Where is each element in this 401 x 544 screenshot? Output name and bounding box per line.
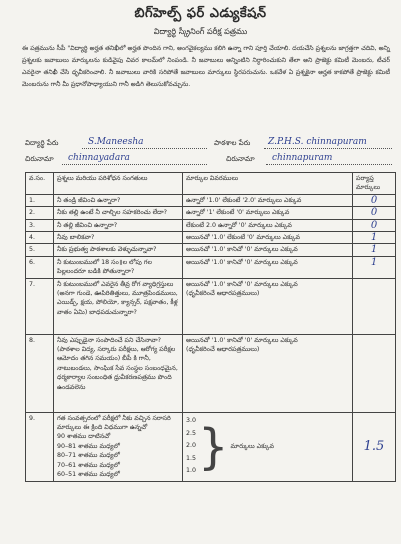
row-number: 4.	[26, 232, 54, 244]
row-mark: 0	[370, 219, 378, 231]
percent-band: 70–61 శాతము మధ్యలో	[57, 461, 120, 469]
row-marks-cell[interactable]	[353, 207, 396, 219]
school-name-value[interactable]: Z.P.H.S. chinnapuram	[268, 137, 367, 147]
row-mark: 0	[370, 194, 378, 206]
row-details: అయినచో '1.0' కానిచో '0' మార్కులు ఎక్కువ	[183, 244, 353, 256]
row-details: లేకుంటే 2.0 ఉన్నారో '0' మార్కులు ఎక్కువ	[183, 219, 353, 231]
row-details-line: అయినచో '1.0' కానిచో '0' మార్కులు ఎక్కువ	[186, 336, 298, 344]
row-question: నీవు బాలికవా?	[54, 232, 183, 244]
row-marks-cell[interactable]	[353, 219, 396, 231]
table-row	[26, 412, 396, 481]
row-details	[183, 412, 353, 481]
percent-band: 90–81 శాతము మధ్యలో	[57, 442, 120, 450]
row-details	[183, 334, 353, 412]
scale-value: 3.0	[186, 417, 197, 425]
form-subtitle: విద్యార్థి స్క్రీనింగ్ పరీక్ష పత్రము	[153, 27, 248, 36]
row-marks-cell[interactable]	[353, 334, 396, 412]
table-row	[26, 219, 396, 231]
header-question: ప్రశ్నలు మరియు పరిశోధన సంగతులు	[54, 173, 183, 195]
row-question-text: గత సంవత్సరంలో పరీక్షలో నీకు వచ్చిన సరాసరి మార్కులు ఈ క్రింది విధముగా ఉన్నచో	[57, 414, 171, 432]
percent-band: 80–71 శాతము మధ్యలో	[57, 452, 120, 460]
row-question: నీ తండ్రి జీవించి ఉన్నారా?	[54, 194, 183, 206]
row-details: ఉన్నారో '1.0' లేకుంటే '2.0' మార్కులు ఎక్కువ	[183, 194, 353, 206]
student-name-value[interactable]: S.Maneesha	[88, 137, 144, 147]
brace-symbol: }	[198, 418, 229, 475]
table-row	[26, 194, 396, 206]
student-name-label: విద్యార్థి పేరు	[25, 139, 59, 147]
address-label: చిరునామా	[25, 155, 54, 163]
table-header-row	[26, 173, 396, 195]
row-details-note: (ధృవీకరించే ఆధారపత్రములు)	[186, 346, 260, 354]
header-details: మార్కుల వివరములు	[183, 173, 353, 195]
row-number: 9.	[26, 412, 54, 481]
row-marks-cell[interactable]	[353, 412, 396, 481]
table-row	[26, 256, 396, 278]
percent-band: 90 శాతము దాటినచో	[57, 433, 111, 441]
row-marks-cell[interactable]	[353, 194, 396, 206]
row-question: నీ కుటుంబములో 18 సం॥ల లోపు గల పిల్లలందరూ బడికి పోతున్నారా?	[54, 256, 183, 278]
row-number: 2.	[26, 207, 54, 219]
address-value[interactable]: chinnayadara	[68, 153, 130, 163]
percent-band: 60–51 శాతము మధ్యలో	[57, 471, 120, 479]
row-marks-cell[interactable]	[353, 244, 396, 256]
school-address-underline	[266, 164, 392, 165]
marks-scale	[186, 415, 349, 478]
table-row	[26, 207, 396, 219]
scale-value: 1.0	[186, 467, 197, 475]
school-name-underline	[264, 148, 392, 149]
table-row	[26, 244, 396, 256]
row-question: నీ కుటుంబములో ఎవరైన తీవ్ర రోగ వ్యాధిగ్రస్తులు (అనగా గుండె, ఊపిరితిత్తులు, మూత్రపిండములు, ఎయిడ్స్, క్షయ, పోలియో, క్యాన్సర్, పక్షవాతం, కీళ్ల వాతం ఏమి) బాధపడుచున్నారా?	[54, 278, 183, 334]
row-number: 3.	[26, 219, 54, 231]
school-name-label: పాఠశాల పేరు	[214, 139, 251, 147]
row-marks-cell[interactable]	[353, 256, 396, 278]
row-marks-cell[interactable]	[353, 232, 396, 244]
row-details: అయినచో '1.0' లేకుంటే '0' మార్కులు ఎక్కువ	[183, 232, 353, 244]
row-number: 1.	[26, 194, 54, 206]
instructions-paragraph: ఈ పత్రమును సీపీ "విద్యార్థి అర్హత తనిఖీలో అర్హత పొందిన గాని, అంగవైకల్యము కలిగి ఉన్నా గాని పూర్తి చేయాలి. దయచేసి ప్రశ్నలను జాగ్రత్తగా చదివి, అన్ని ప్రశ్నలకు జవాబులు మార్కులను కుడివైపు చివర కాలమ్‌లో నింపండి. నీ జవాబులు అన్నింటిని నిర్ధారించుకుని తేలా అని ప్రాజెక్టు కమిటీ మెంబరు, టీచర్ ఎవరైనా తనిఖీ చేసి ధృవీకరించాలి. నీ జవాబులు వారికి సరిపోతే జవాబులు మార్కులు స్థిరపరుచును. ఒకవేళ ఏ ప్రశ్నకైనా అర్హత కాకపోతే ప్రాజెక్టు కమిటీ మెంబరును గానీ మీ ప్రధానోపాధ్యాయుని గానీ అడిగి తెలుసుకోవచ్చును.	[22, 45, 390, 88]
student-name-underline	[82, 148, 207, 149]
row-question	[54, 412, 183, 481]
row-details: అయినచో '1.0' కానిచో '0' మార్కులు ఎక్కువ	[183, 256, 353, 278]
scale-value: 1.5	[186, 454, 197, 462]
row-mark: 0	[370, 207, 378, 219]
row-mark: 1	[370, 256, 378, 268]
scale-value: 2.5	[186, 429, 197, 437]
row-number: 8.	[26, 334, 54, 412]
scale-value: 2.0	[186, 442, 197, 450]
row-mark: 1.5	[363, 438, 385, 454]
row-number: 7.	[26, 278, 54, 334]
row-details: ఉన్నారో '1' లేకుంటే '0' మార్కులు ఎక్కువ	[183, 207, 353, 219]
row-details-note: (ధృవీకరించే ఆధారపత్రములు)	[186, 290, 260, 298]
table-row	[26, 232, 396, 244]
header-serial: వ.సం.	[26, 173, 54, 195]
scale-label: మార్కులు ఎక్కువ	[230, 442, 275, 450]
row-question: నీకు ప్రభుత్వ పాఠశాలకు వెళ్ళుచున్నావా?	[54, 244, 183, 256]
form-title: బిగ్‌హెల్ప్ ఫర్ ఎడ్యుకేషన్	[134, 6, 267, 21]
row-details	[183, 278, 353, 334]
table-row	[26, 334, 396, 412]
school-address-label: చిరునామా	[226, 155, 255, 163]
screening-table	[25, 172, 396, 482]
row-question: నీకు తల్లి ఉంటే నీ చాల్చిల సహకరించు లేదా?	[54, 207, 183, 219]
row-mark: 1	[370, 232, 378, 244]
school-address-value[interactable]: chinnapuram	[272, 153, 333, 163]
row-mark: 1	[370, 244, 378, 256]
header-marks: పర్యాప్త మార్కులు	[353, 173, 396, 195]
row-number: 5.	[26, 244, 54, 256]
row-question: నీవు ఎప్పుడైనా సంపాదించే పని చేసినావా? (పాఠశాల విద్య, సర్కారు పరీక్షలు, ఆరోగ్య పరీక్షల ఆమోదం తగిన సమయం) బీపీ కి గానీ, నాటుబండలు, సాంఘిక సేవ సంస్థల సంబంధమైన, ధర్మకార్యాల సంబంధిత ధ్రువీకరణపత్రము పొంది ఉండవలెను	[54, 334, 183, 412]
address-underline	[62, 164, 207, 165]
row-question: నీ తల్లి జీవించి ఉన్నారా?	[54, 219, 183, 231]
row-marks-cell[interactable]	[353, 278, 396, 334]
table-row	[26, 278, 396, 334]
row-details-line: అయినచో '1.0' కానిచో '0' మార్కులు ఎక్కువ	[186, 280, 298, 288]
row-number: 6.	[26, 256, 54, 278]
